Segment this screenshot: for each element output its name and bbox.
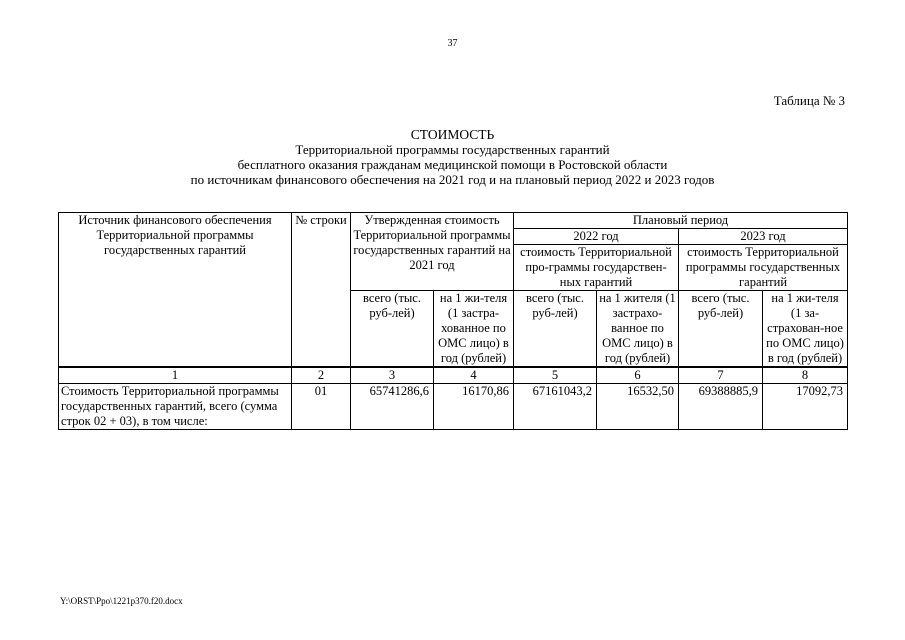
heading-title: СТОИМОСТЬ xyxy=(410,127,495,142)
header-cost-2023: стоимость Территориальной программы государственных гарантий xyxy=(679,245,848,291)
cell-total-2022: 67161043,2 xyxy=(514,384,597,430)
header-year-2022: 2022 год xyxy=(514,229,679,245)
file-path-footer: Y:\ORST\Ppo\1221p370.f20.docx xyxy=(60,596,183,606)
column-index-row xyxy=(59,367,848,384)
row-name: Стоимость Территориальной программы государственных гарантий, всего (сумма строк 02 + 03), в том числе: xyxy=(59,384,292,430)
column-index: 7 xyxy=(679,367,763,384)
cell-per-capita-2023: 17092,73 xyxy=(763,384,848,430)
column-index: 2 xyxy=(292,367,351,384)
column-index: 8 xyxy=(763,367,848,384)
header-total-2023: всего (тыс. руб-лей) xyxy=(679,291,763,368)
page-number: 37 xyxy=(447,38,458,49)
cell-per-capita-2021: 16170,86 xyxy=(434,384,514,430)
header-row-1 xyxy=(59,213,848,229)
table-label: Таблица № 3 xyxy=(773,93,845,108)
header-source: Источник финансового обеспечения Территориальной программы государственных гарантий xyxy=(59,213,292,368)
cell-total-2023: 69388885,9 xyxy=(679,384,763,430)
column-index: 5 xyxy=(514,367,597,384)
column-index: 1 xyxy=(59,367,292,384)
row-code: 01 xyxy=(292,384,351,430)
header-cost-2022: стоимость Территориальной про-граммы государствен-ных гарантий xyxy=(514,245,679,291)
header-row-number: № строки xyxy=(292,213,351,368)
header-year-2023: 2023 год xyxy=(679,229,848,245)
header-per-capita-2023: на 1 жи-теля (1 за-страхован-ное по ОМС лицо) в год (рублей) xyxy=(763,291,848,368)
column-index: 4 xyxy=(434,367,514,384)
table-row xyxy=(59,384,848,430)
header-per-capita-2022: на 1 жителя (1 застрахо-ванное по ОМС лицо) в год (рублей) xyxy=(597,291,679,368)
cost-table xyxy=(58,212,848,430)
heading-line-1: Территориальной программы государственных гарантий xyxy=(295,142,610,157)
cell-per-capita-2022: 16532,50 xyxy=(597,384,679,430)
document-heading xyxy=(0,127,905,187)
header-planned-period: Плановый период xyxy=(514,213,848,229)
heading-line-2: бесплатного оказания гражданам медицинской помощи в Ростовской области xyxy=(237,157,668,172)
column-index: 3 xyxy=(351,367,434,384)
header-total-2022: всего (тыс. руб-лей) xyxy=(514,291,597,368)
header-per-capita-2021: на 1 жи-теля (1 застра-хованное по ОМС лицо) в год (рублей) xyxy=(434,291,514,368)
header-total-2021: всего (тыс. руб-лей) xyxy=(351,291,434,368)
header-approved-cost: Утвержденная стоимость Территориальной программы государственных гарантий на 2021 год xyxy=(351,213,514,291)
cell-total-2021: 65741286,6 xyxy=(351,384,434,430)
column-index: 6 xyxy=(597,367,679,384)
heading-line-3: по источникам финансового обеспечения на 2021 год и на плановый период 2022 и 2023 годов xyxy=(190,172,715,187)
